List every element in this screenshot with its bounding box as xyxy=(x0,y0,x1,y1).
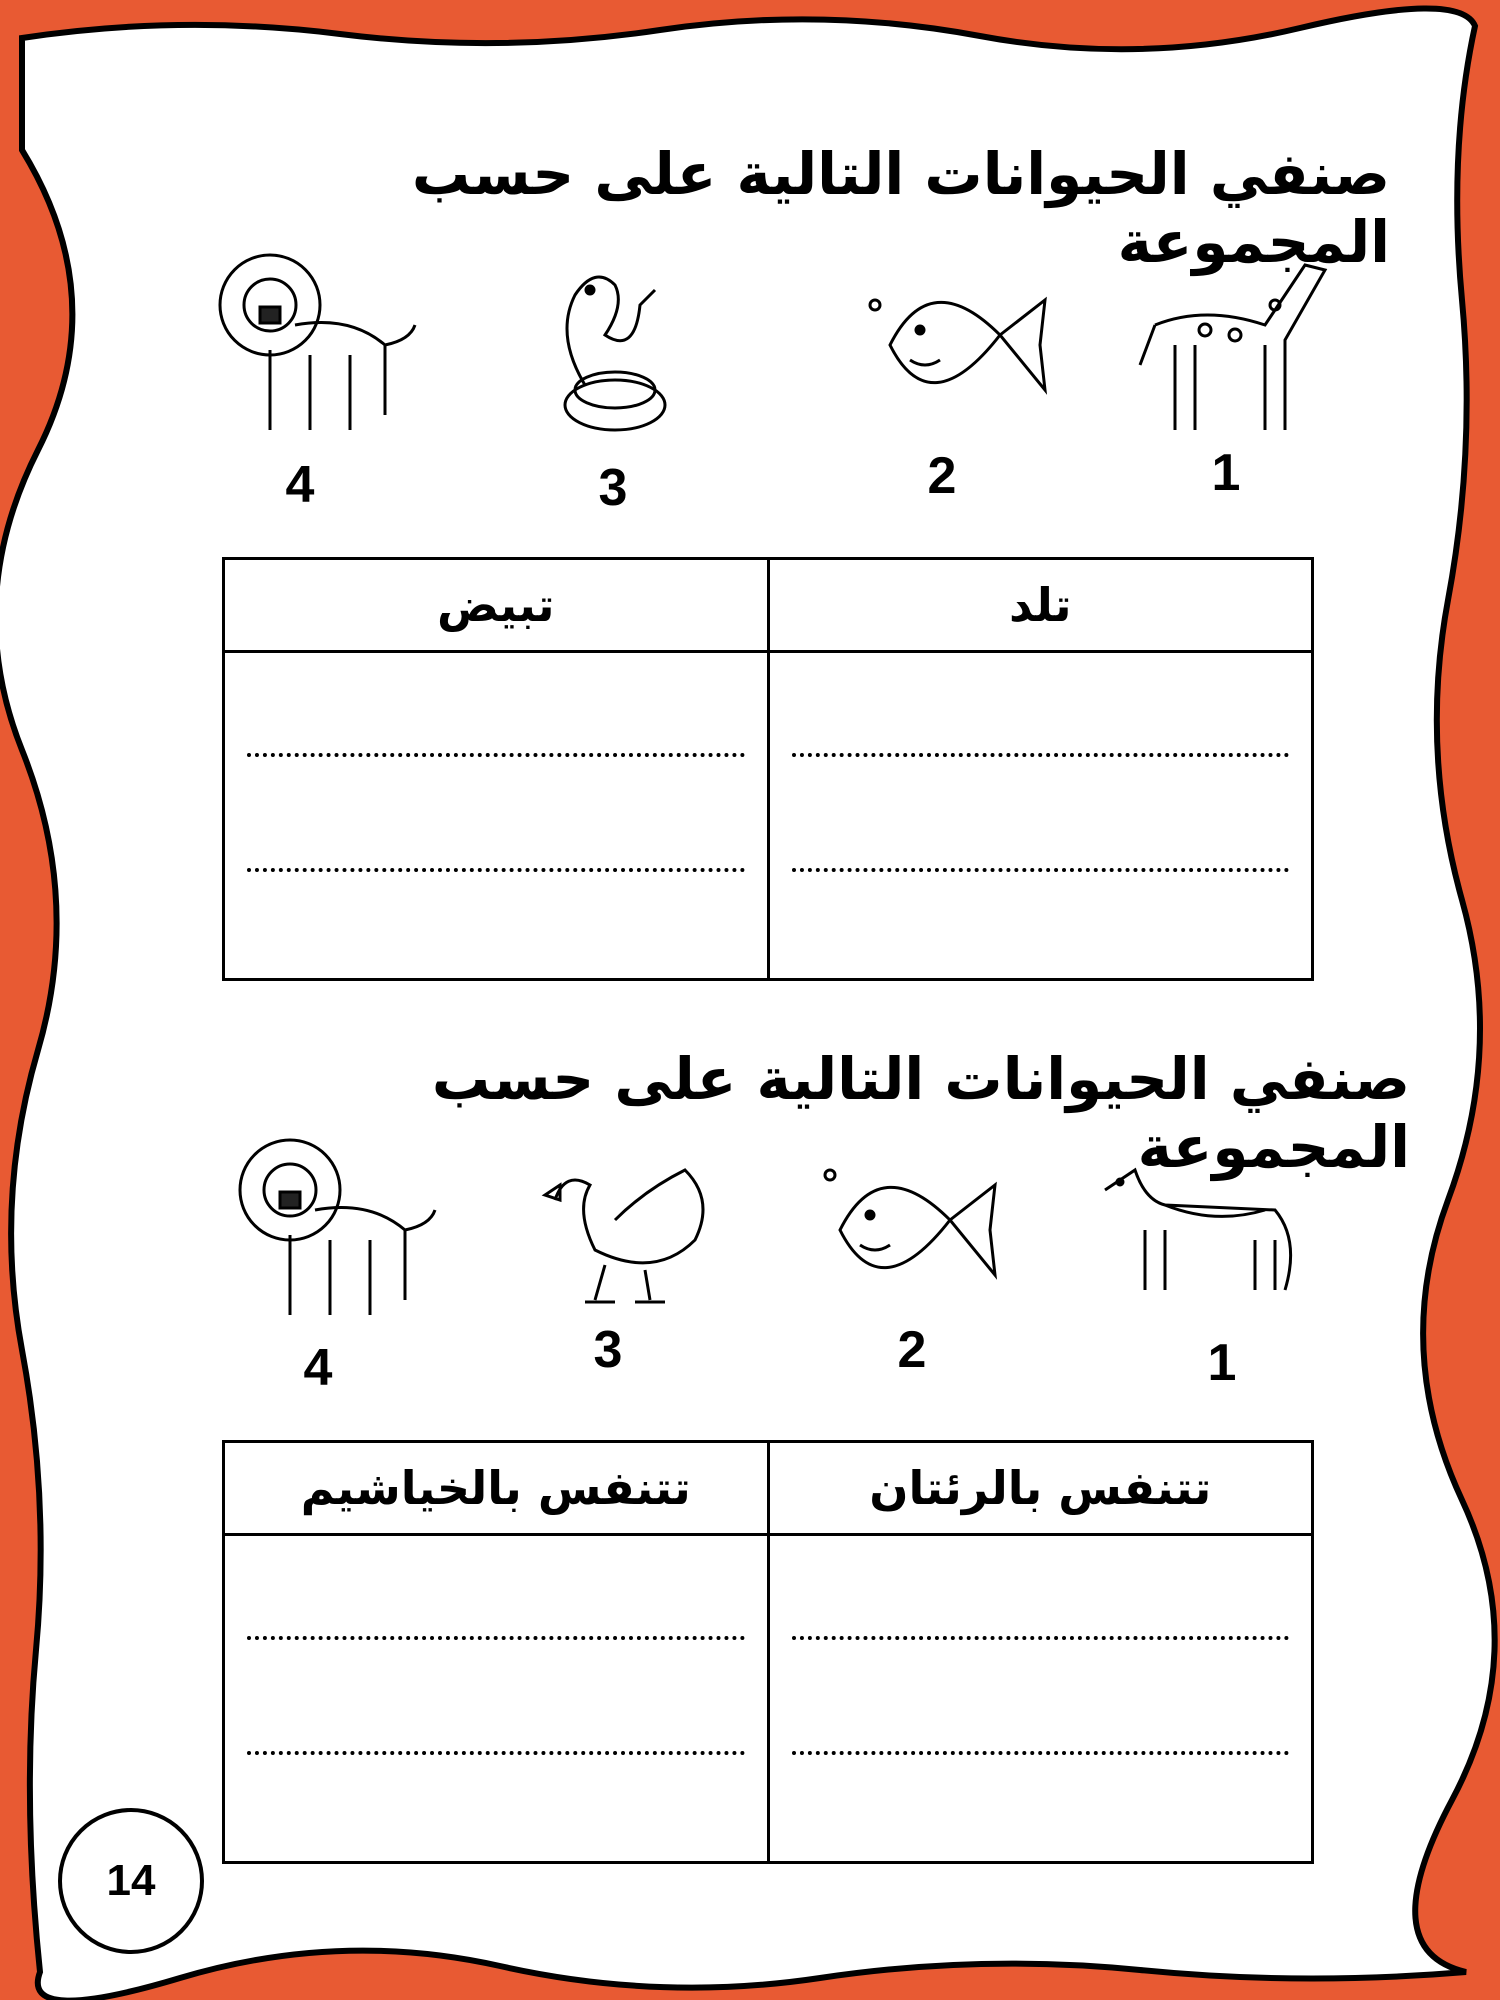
answer-line[interactable] xyxy=(792,1636,1290,1640)
animal-number-2: 2 xyxy=(927,447,957,505)
table1-left-answer-cell[interactable] xyxy=(224,652,769,980)
answer-line[interactable] xyxy=(247,868,745,872)
table2-left-header: تتنفس بالخياشيم xyxy=(224,1442,769,1535)
giraffe-icon xyxy=(1125,245,1355,445)
answer-line[interactable] xyxy=(792,753,1290,757)
animal-number-2: 2 xyxy=(897,1321,927,1379)
fish-icon xyxy=(810,1140,1040,1340)
fish-icon xyxy=(850,245,1080,445)
table2-right-answer-cell[interactable] xyxy=(768,1535,1313,1863)
answer-line[interactable] xyxy=(792,1751,1290,1755)
table1-right-header: تلد xyxy=(768,559,1313,652)
table1-right-answer-cell[interactable] xyxy=(768,652,1313,980)
table1-left-header: تبيض xyxy=(224,559,769,652)
horse-icon xyxy=(1085,1150,1315,1350)
animal-number-3: 3 xyxy=(593,1321,623,1379)
answer-line[interactable] xyxy=(247,753,745,757)
animal-number-4: 4 xyxy=(285,456,315,514)
animal-number-1: 1 xyxy=(1211,444,1241,502)
animal-number-3: 3 xyxy=(598,459,628,517)
classification-table-2 xyxy=(222,1440,1314,1864)
lion-icon xyxy=(220,1130,450,1330)
lion-icon xyxy=(200,245,430,445)
answer-line[interactable] xyxy=(792,868,1290,872)
animal-number-1: 1 xyxy=(1207,1334,1237,1392)
hen-icon xyxy=(515,1140,745,1340)
exercise2-title: صنفي الحيوانات التالية على حسب المجموعة xyxy=(431,1045,1410,1181)
exercise1-title: صنفي الحيوانات التالية على حسب المجموعة xyxy=(411,140,1390,276)
page-number: 14 xyxy=(58,1808,204,1954)
table2-right-header: تتنفس بالرئتان xyxy=(768,1442,1313,1535)
animal-number-4: 4 xyxy=(303,1339,333,1397)
answer-line[interactable] xyxy=(247,1751,745,1755)
classification-table-1 xyxy=(222,557,1314,981)
table2-left-answer-cell[interactable] xyxy=(224,1535,769,1863)
snake-icon xyxy=(505,245,735,445)
answer-line[interactable] xyxy=(247,1636,745,1640)
